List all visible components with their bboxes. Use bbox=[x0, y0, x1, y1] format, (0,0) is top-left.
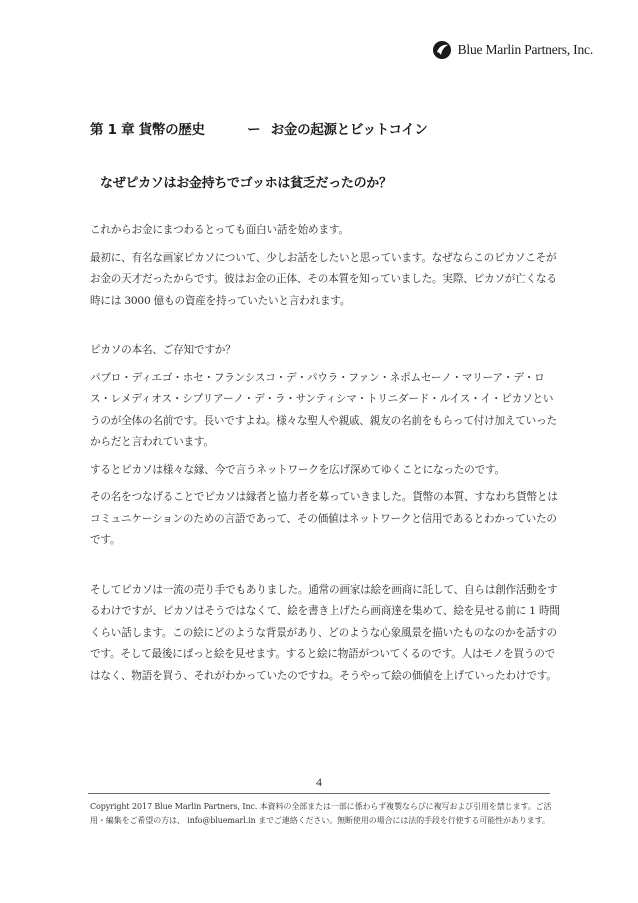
paragraph: そしてピカソは一流の売り手でもありました。通常の画家は絵を画商に託して、自らは創作活動をするわけですが、ピカソはそうではなくて、絵を書き上げたら画商達を集めて、絵を見せる前に 1 時間くらい話します。この絵にどのような背景があり、どのような心象風景を描いたものなのかを話すのです。そして最後にぱっと絵を見せます。すると絵に物語がついてくるのです。人はモノを買うのではなく、物語を買う、それがわかっていたのですね。そうやって絵の価値を上げていったわけです。 bbox=[90, 583, 560, 682]
body-text bbox=[90, 220, 560, 687]
chapter-label: 第 1 章 貨幣の歴史 bbox=[90, 122, 205, 138]
logo-text: Blue Marlin Partners, Inc. bbox=[457, 42, 593, 57]
section-title: なぜピカソはお金持ちでゴッホは貧乏だったのか？ bbox=[100, 176, 392, 191]
footer-copyright: Copyright 2017 Blue Marlin Partners, Inc. 本資料の全部または一部に係わらず複製ならびに複写および引用を禁じます。ご活用・編集をご希望の方は、 info@bluemarl.in までご連絡ください。無断使用の場合には法的手段を行使する可能性があります。 bbox=[90, 802, 552, 825]
chapter-heading bbox=[90, 118, 560, 138]
paragraph: ピカソの本名、ご存知ですか？ bbox=[90, 344, 236, 356]
paragraph: パブロ・ディエゴ・ホセ・フランシスコ・デ・パウラ・ファン・ネポムセーノ・マリーア・デ・ロス・レメディオス・シプリアーノ・デ・ラ・サンティシマ・トリニダード・ルイス・イ・ピカソというのが全体の名前です。長いですよね。様々な聖人や親戚、親友の名前をもらって付け加えていったからだと言われています。 bbox=[90, 371, 557, 448]
blue-marlin-logo-icon bbox=[432, 40, 452, 60]
paragraph: 最初に、有名な画家ピカソについて、少しお話をしたいと思っています。なぜならこのピカソこそがお金の天才だったからです。彼はお金の正体、その本質を知っていました。実際、ピカソが亡くなる時には 3000 億もの資産を持っていたいと言われます。 bbox=[90, 251, 557, 307]
paragraph: するとピカソは様々な縁、今で言うネットワークを広げ深めてゆくことになったのです。 bbox=[90, 463, 505, 476]
chapter-dash: ー bbox=[247, 122, 261, 138]
chapter-topic: お金の起源とビットコイン bbox=[270, 122, 428, 138]
paragraph: これからお金にまつわるとっても面白い話を始めます。 bbox=[90, 224, 349, 236]
paragraph: その名をつなげることでピカソは縁者と協力者を募っていきました。貨幣の本質、すなわち貨幣とはコミュニケーションのための言語であって、その価値はネットワークと信用であるとわかっていたのです。 bbox=[90, 491, 558, 546]
company-logo bbox=[432, 40, 593, 60]
page-number: 4 bbox=[316, 775, 322, 789]
footer-divider bbox=[88, 793, 550, 794]
